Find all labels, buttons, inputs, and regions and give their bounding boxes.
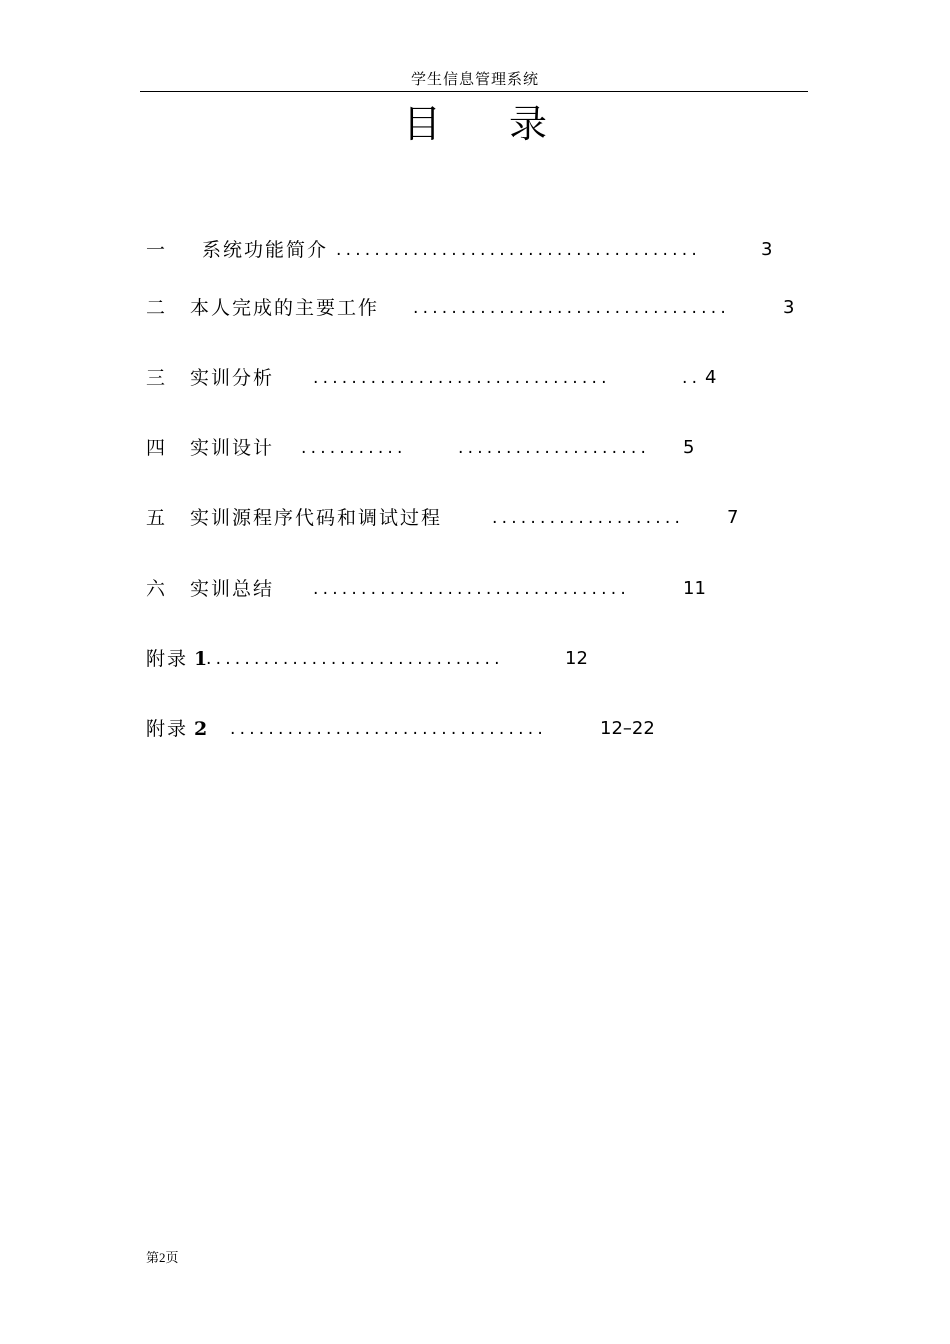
toc-entry-page: 5: [683, 437, 695, 458]
toc-appendix-label: 附录: [146, 648, 189, 670]
toc-entry-number: 五: [146, 507, 166, 529]
toc-entry-number: 二: [146, 297, 166, 319]
toc-entry-page: 4: [705, 367, 717, 388]
toc-appendix-number: 2: [194, 718, 210, 740]
footer-page-number: 第2页: [146, 1250, 179, 1265]
toc-entry-leader-tail: ....................: [458, 438, 651, 458]
toc-entry-label: 本人完成的主要工作: [190, 297, 380, 319]
toc-appendix-number: 1: [194, 648, 210, 670]
toc-entry-leader: ....................: [492, 508, 685, 528]
toc-entry-label: 实训分析: [190, 367, 275, 389]
toc-entry-number: 四: [146, 437, 166, 459]
toc-entry-leader-tail: ..: [682, 368, 702, 388]
toc-entry-leader: ......................................: [336, 240, 701, 260]
toc-entry-leader: .................................: [313, 579, 630, 599]
toc-heading-char-1: 目: [402, 102, 441, 146]
toc-entry-label: 实训总结: [190, 578, 275, 600]
toc-entry-page: 12–22: [600, 718, 655, 739]
toc-entry-leader: ...............................: [313, 368, 611, 388]
toc-entry-page: 11: [683, 578, 706, 599]
toc-entry-number: 一: [146, 239, 166, 261]
toc-entry-page: 12: [565, 648, 588, 669]
toc-entry-leader: .................................: [230, 719, 547, 739]
toc-entry-leader: ...........: [301, 438, 407, 458]
toc-entry-label: 系统功能简介: [202, 239, 329, 261]
toc-entry-leader: ...............................: [206, 649, 504, 669]
toc-entry-page: 7: [727, 507, 739, 528]
toc-entry-label: 实训源程序代码和调试过程: [190, 507, 443, 529]
toc-entry-number: 三: [146, 367, 166, 389]
toc-entry-page: 3: [761, 239, 773, 260]
toc-entry-label: 实训设计: [190, 437, 275, 459]
toc-entry-leader: .................................: [413, 298, 730, 318]
toc-appendix-label: 附录: [146, 718, 189, 740]
toc-entry-number: 六: [146, 578, 166, 600]
page-header-title: 学生信息管理系统: [410, 70, 539, 88]
toc-heading-char-2: 录: [509, 102, 548, 146]
toc-entry-page: 3: [783, 297, 795, 318]
